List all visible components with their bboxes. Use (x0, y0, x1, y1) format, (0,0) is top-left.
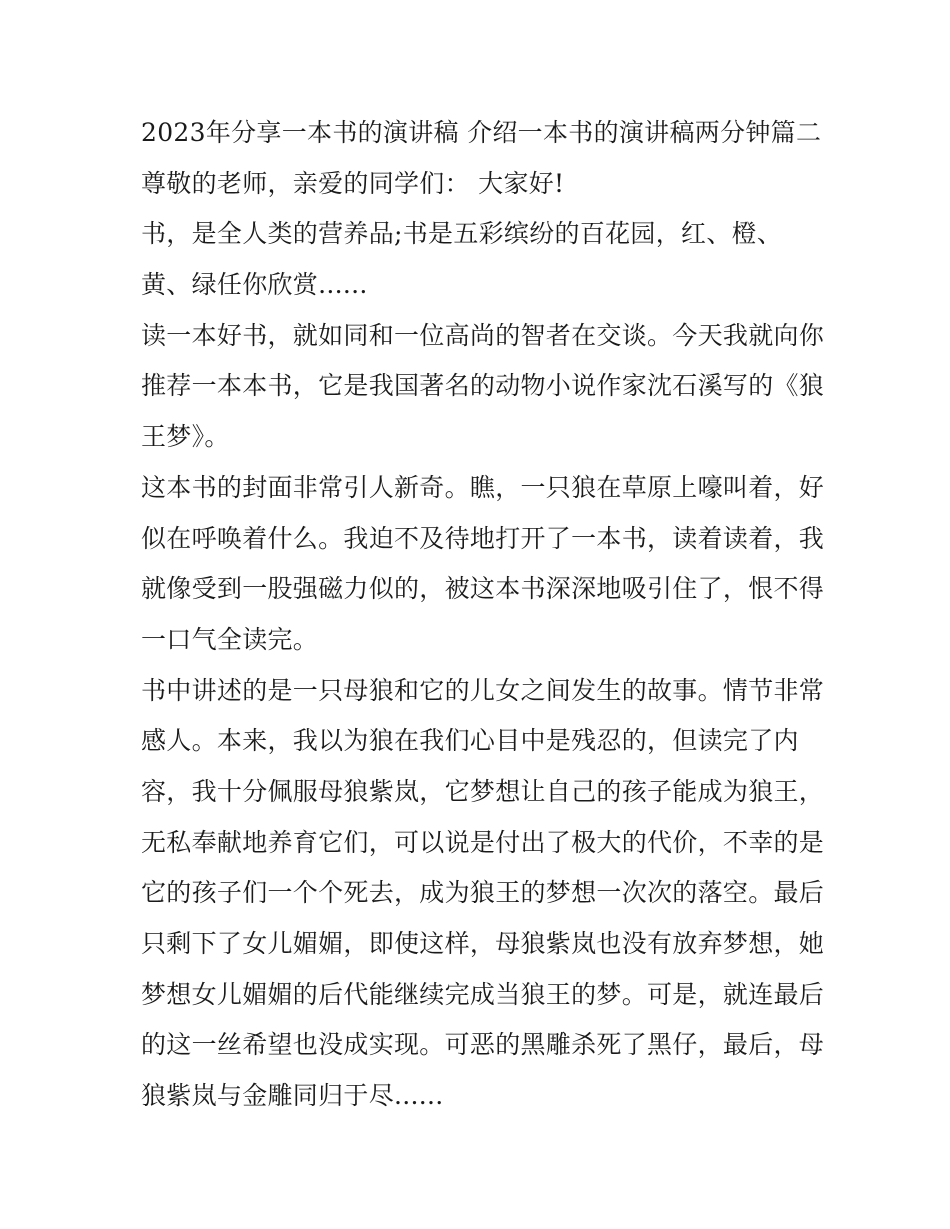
document-title: 2023年分享一本书的演讲稿 介绍一本书的演讲稿两分钟篇二 (141, 118, 822, 147)
text-line: 只剩下了女儿媚媚，即使这样，母狼紫岚也没有放弃梦想，她 (141, 929, 825, 958)
text-line: 就像受到一股强磁力似的，被这本书深深地吸引住了，恨不得 (141, 574, 825, 604)
text-line: 推荐一本本书，它是我国著名的动物小说作家沈石溪写的《狼 (141, 371, 825, 401)
text-line: 书中讲述的是一只母狼和它的儿女之间发生的故事。情节非常 (141, 675, 825, 705)
text-line: 的这一丝希望也没成实现。可恶的黑雕杀死了黑仔，最后，母 (141, 1030, 825, 1060)
document-body (141, 108, 825, 1122)
text-line: 黄、绿任你欣赏...... (141, 270, 368, 300)
text-line: 无私奉献地养育它们，可以说是付出了极大的代价，不幸的是 (141, 827, 825, 857)
text-line: 一口气全读完。 (141, 624, 319, 654)
text-line: 感人。本来，我以为狼在我们心目中是残忍的，但读完了内 (141, 726, 799, 756)
text-line: 尊敬的老师，亲爱的同学们： 大家好! (141, 168, 565, 198)
text-line: 书，是全人类的营养品;书是五彩缤纷的百花园，红、橙、 (141, 219, 783, 249)
text-line: 它的孩子们一个个死去，成为狼王的梦想一次次的落空。最后 (141, 878, 825, 908)
text-line: 狼紫岚与金雕同归于尽...... (141, 1081, 444, 1111)
text-line: 容，我十分佩服母狼紫岚，它梦想让自己的孩子能成为狼王， (141, 776, 825, 806)
text-line: 王梦》。 (141, 422, 230, 452)
text-line: 这本书的封面非常引人新奇。瞧，一只狼在草原上嚎叫着，好 (141, 472, 825, 502)
text-line: 梦想女儿媚媚的后代能继续完成当狼王的梦。可是，就连最后 (141, 979, 825, 1009)
text-line: 读一本好书，就如同和一位高尚的智者在交谈。今天我就向你 (141, 320, 825, 350)
text-line: 似在呼唤着什么。我迫不及待地打开了一本书，读着读着，我 (141, 523, 825, 553)
